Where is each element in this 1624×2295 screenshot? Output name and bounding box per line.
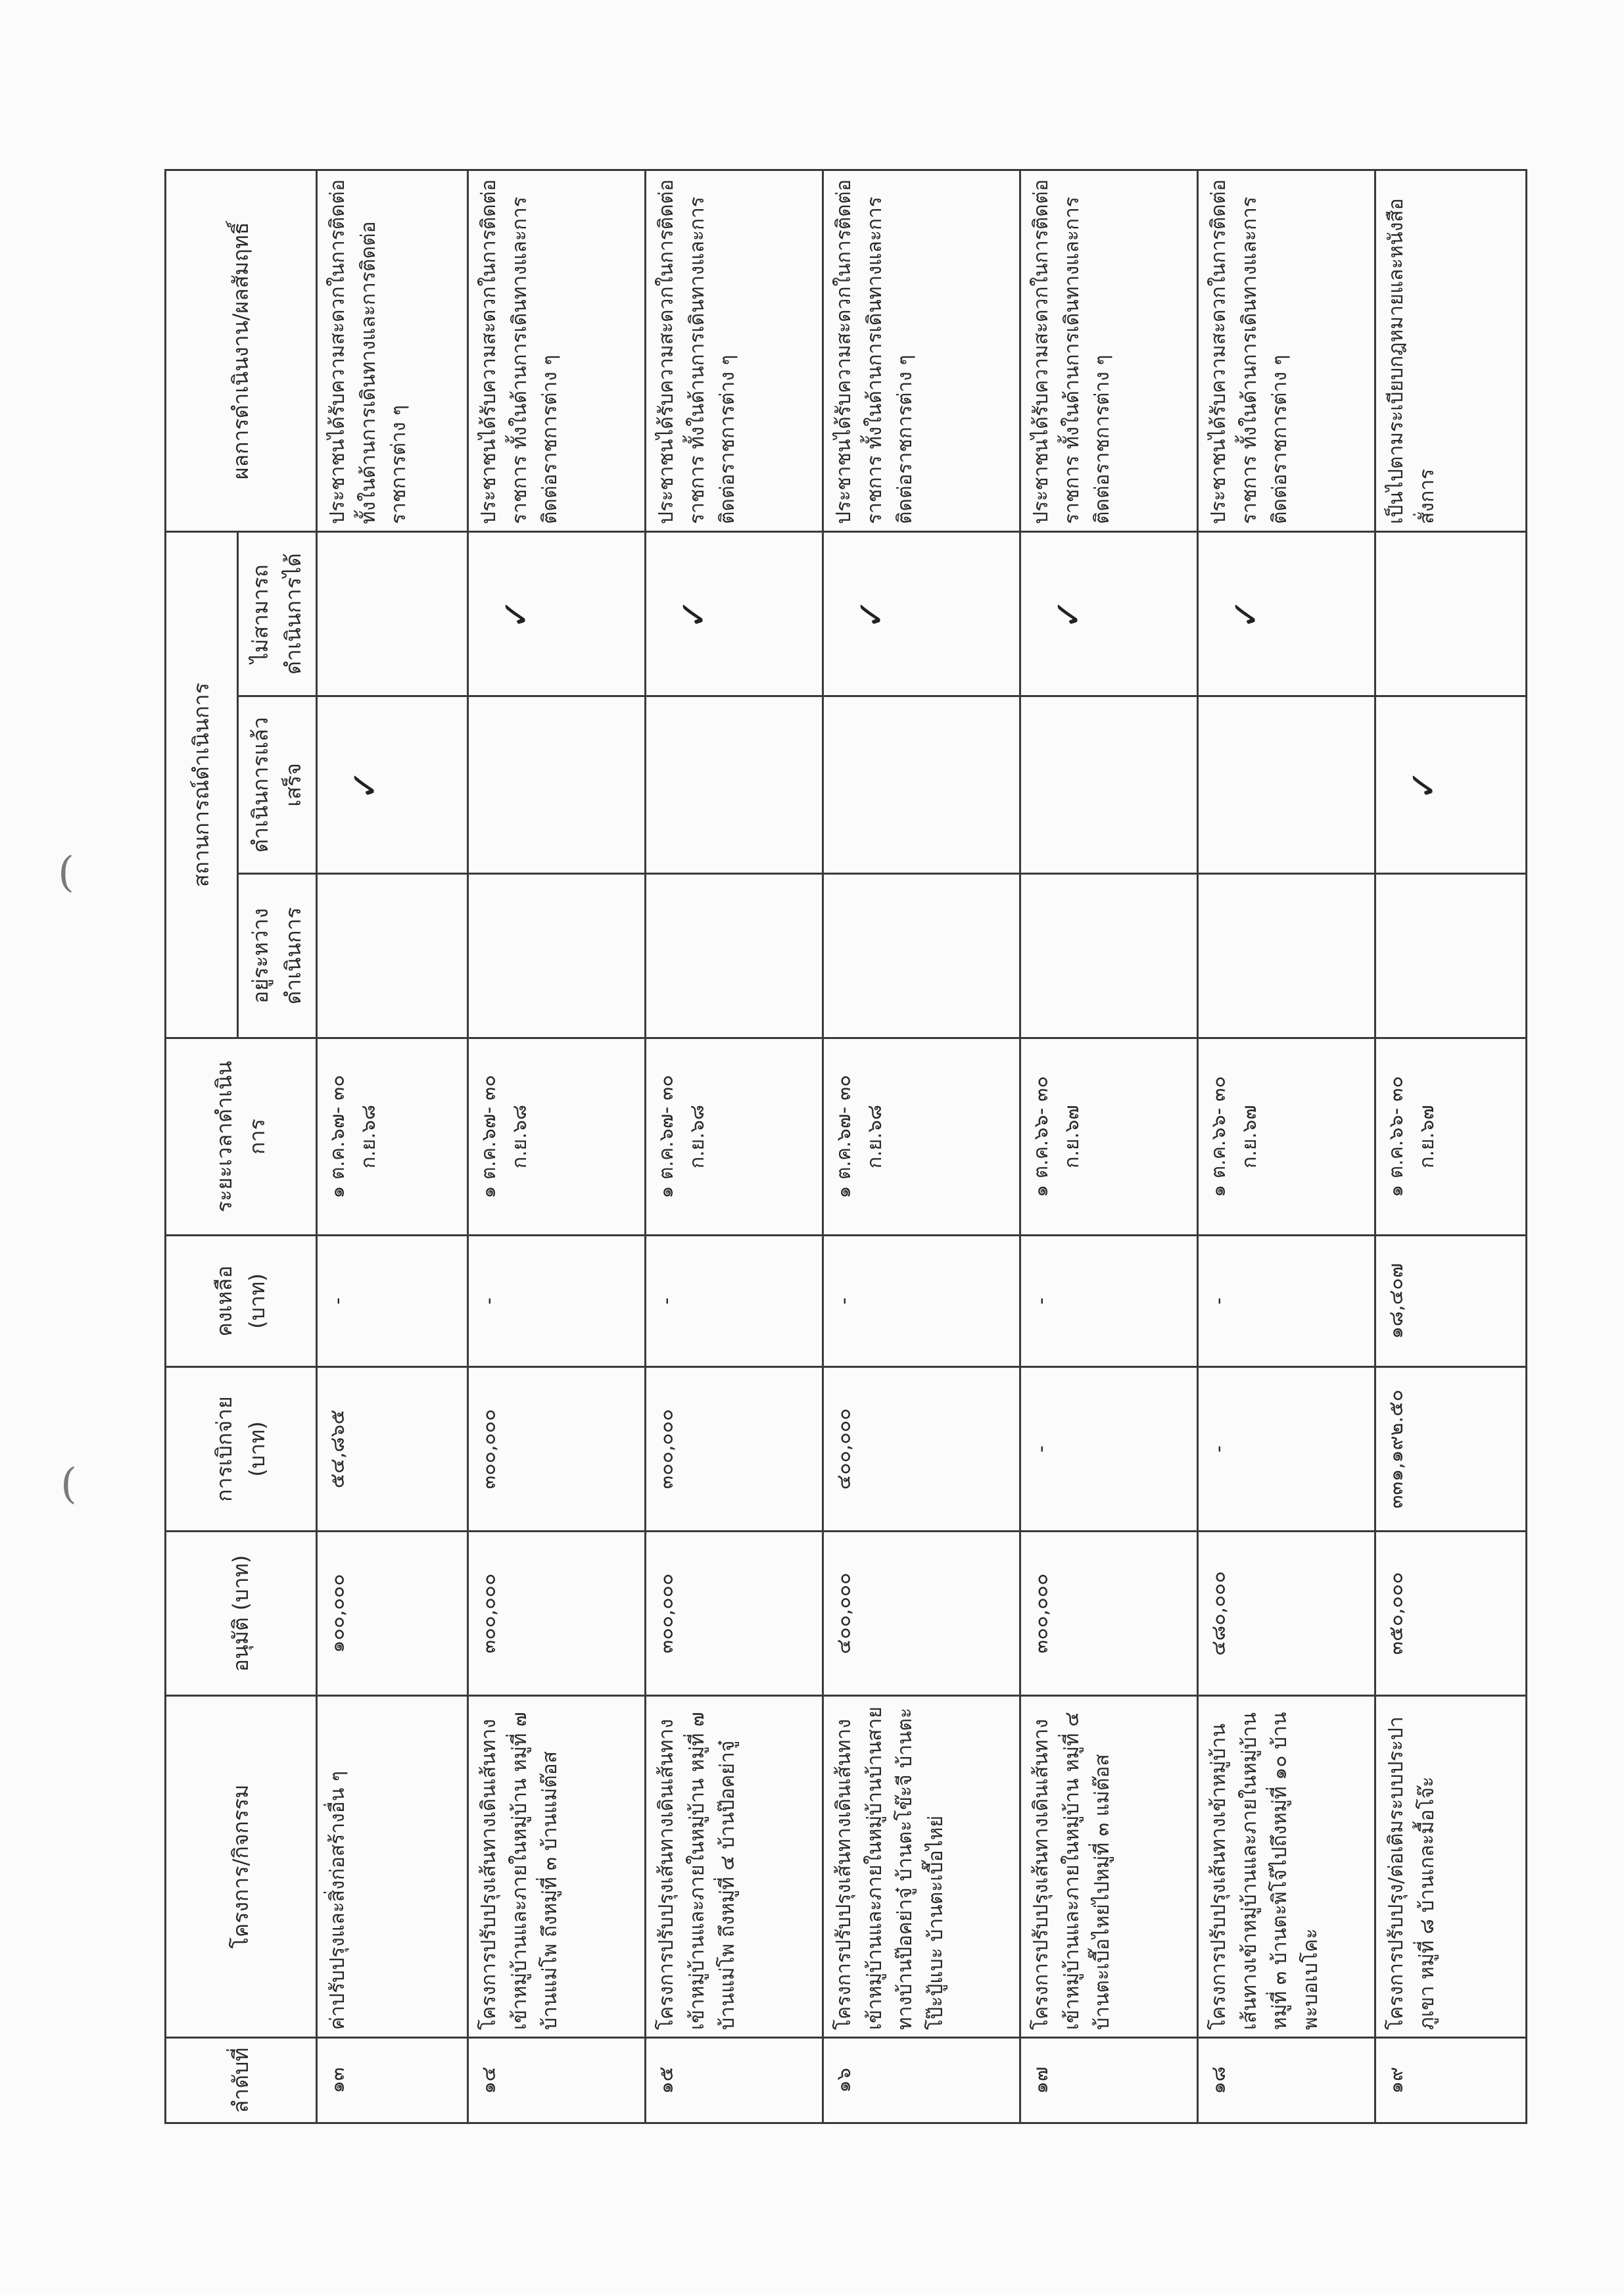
project-name: ค่าปรับปรุงและสิ่งก่อสร้างอื่น ๆ (317, 1696, 468, 2038)
header-project: โครงการ/กิจกรรม (166, 1696, 317, 2038)
project-name: โครงการปรับปรุงเส้นทางเข้าหมู่บ้านเส้นทางเข้าหมู่บ้านและภายในหมู่บ้าน หมู่ที่ ๓ บ้านตะพิโจ๊ไปถึงหมู่ที่ ๑๐ บ้านพะบอเบโคะ (1198, 1696, 1375, 2038)
row-number: ๑๓ (317, 2038, 468, 2123)
result-text: ประชาชนได้รับความสะดวกในการติดต่อราชการ ทั้งในด้านการเดินทางและการติดต่อราชการต่าง ๆ (1020, 170, 1198, 532)
approved-amount: ๔๘๐,๐๐๐ (1198, 1532, 1375, 1696)
status-cannot-cell (823, 532, 1020, 696)
table-row (468, 170, 646, 2123)
project-name: โครงการปรับปรุงเส้นทางเดินเส้นทางเข้าหมู่บ้านและภายในหมู่บ้าน หมู่ที่ ๗ บ้านแม่โพ ถึงหมู่ที่ ๔ บ้านป๊อคย่าจู๋ (646, 1696, 823, 2038)
check-mark-icon: ✓ (673, 598, 715, 629)
disbursed-amount: ๓๓๑,๑๙๒.๕๐ (1375, 1367, 1527, 1532)
result-text: ประชาชนได้รับความสะดวกในการติดต่อราชการ ทั้งในด้านการเดินทางและการติดต่อราชการต่าง ๆ (1198, 170, 1375, 532)
status-in-progress-cell (317, 874, 468, 1038)
period: ๑ ต.ค.๖๗- ๓๐ ก.ย.๖๘ (646, 1038, 823, 1236)
table-row (1020, 170, 1198, 2123)
header-status: สถานการณ์ดำเนินการ (166, 532, 238, 1038)
remaining-amount: - (646, 1236, 823, 1367)
table-row (823, 170, 1020, 2123)
status-cannot-cell (1198, 532, 1375, 696)
row-number: ๑๔ (468, 2038, 646, 2123)
check-mark-icon: ✓ (495, 598, 538, 629)
period: ๑ ต.ค.๖๗- ๓๐ ก.ย.๖๘ (823, 1038, 1020, 1236)
status-cannot-cell (1020, 532, 1198, 696)
status-done-cell (317, 696, 468, 874)
approved-amount: ๑๐๐,๐๐๐ (317, 1532, 468, 1696)
period: ๑ ต.ค.๖๗- ๓๐ ก.ย.๖๘ (317, 1038, 468, 1236)
check-mark-icon: ✓ (1402, 769, 1445, 800)
remaining-amount: - (1198, 1236, 1375, 1367)
approved-amount: ๓๕๐,๐๐๐ (1375, 1532, 1527, 1696)
header-done: ดำเนินการแล้วเสร็จ (238, 696, 317, 874)
result-text: ประชาชนได้รับความสะดวกในการติดต่อราชการ ทั้งในด้านการเดินทางและการติดต่อราชการต่าง ๆ (646, 170, 823, 532)
project-name: โครงการปรับปรุงเส้นทางเดินเส้นทางเข้าหมู่บ้านและภายในหมู่บ้าน หมู่ที่ ๔ บ้านตะเบื๊อไหย่ไปหมู่ที่ ๓ แม่ต๊อส (1020, 1696, 1198, 2038)
table-row (1198, 170, 1375, 2123)
header-approved: อนุมัติ (บาท) (166, 1532, 317, 1696)
result-text: ประชาชนได้รับความสะดวกในการติดต่อราชการ ทั้งในด้านการเดินทางและการติดต่อราชการต่าง ๆ (468, 170, 646, 532)
status-done-cell (468, 696, 646, 874)
project-status-table (164, 169, 1527, 2124)
row-number: ๑๘ (1198, 2038, 1375, 2123)
remaining-amount: - (823, 1236, 1020, 1367)
header-cannot: ไม่สามารถดำเนินการได้ (238, 532, 317, 696)
status-cannot-cell (317, 532, 468, 696)
period: ๑ ต.ค.๖๖- ๓๐ ก.ย.๖๗ (1020, 1038, 1198, 1236)
status-in-progress-cell (823, 874, 1020, 1038)
check-mark-icon: ✓ (1047, 598, 1090, 629)
header-period: ระยะเวลาดำเนินการ (166, 1038, 317, 1236)
status-in-progress-cell (1020, 874, 1198, 1038)
status-in-progress-cell (468, 874, 646, 1038)
approved-amount: ๔๐๐,๐๐๐ (823, 1532, 1020, 1696)
table-row (317, 170, 468, 2123)
status-cannot-cell (1375, 532, 1527, 696)
row-number: ๑๖ (823, 2038, 1020, 2123)
approved-amount: ๓๐๐,๐๐๐ (1020, 1532, 1198, 1696)
project-name: โครงการปรับปรุงเส้นทางเดินเส้นทางเข้าหมู่บ้านและภายในหมู่บ้าน หมู่ที่ ๗ บ้านแม่โพ ถึงหมู่ที่ ๓ บ้านแม่ต๊อส (468, 1696, 646, 2038)
status-done-cell (1375, 696, 1527, 874)
disbursed-amount: ๓๐๐,๐๐๐ (468, 1367, 646, 1532)
disbursed-amount: ๓๐๐,๐๐๐ (646, 1367, 823, 1532)
disbursed-amount: ๕๔,๘๖๕ (317, 1367, 468, 1532)
status-cannot-cell (468, 532, 646, 696)
punch-hole-mark-top: ( (58, 848, 74, 897)
table-row (1375, 170, 1527, 2123)
status-cannot-cell (646, 532, 823, 696)
row-number: ๑๗ (1020, 2038, 1198, 2123)
rotated-table-page (164, 171, 1445, 2124)
result-text: ประชาชนได้รับความสะดวกในการติดต่อทั้งในด้านการเดินทางและการติดต่อราชการต่าง ๆ (317, 170, 468, 532)
header-result: ผลการดำเนินงาน/ผลสัมฤทธิ์ (166, 170, 317, 532)
table-body (317, 170, 1527, 2123)
remaining-amount: - (1020, 1236, 1198, 1367)
status-done-cell (646, 696, 823, 874)
punch-hole-mark-bottom: ( (60, 1460, 77, 1509)
status-in-progress-cell (1375, 874, 1527, 1038)
period: ๑ ต.ค.๖๗- ๓๐ ก.ย.๖๘ (468, 1038, 646, 1236)
remaining-amount: - (317, 1236, 468, 1367)
approved-amount: ๓๐๐,๐๐๐ (646, 1532, 823, 1696)
check-mark-icon: ✓ (1225, 598, 1268, 629)
project-name: โครงการปรับปรุง/ต่อเติมระบบประปาภูเขา หมู่ที่ ๘ บ้านเกละมื้อโจ๊ะ (1375, 1696, 1527, 2038)
disbursed-amount: - (1198, 1367, 1375, 1532)
period: ๑ ต.ค.๖๖- ๓๐ ก.ย.๖๗ (1375, 1038, 1527, 1236)
check-mark-icon: ✓ (344, 769, 387, 800)
result-text: ประชาชนได้รับความสะดวกในการติดต่อราชการ ทั้งในด้านการเดินทางและการติดต่อราชการต่าง ๆ (823, 170, 1020, 532)
header-remaining: คงเหลือ (บาท) (166, 1236, 317, 1367)
disbursed-amount: ๔๐๐,๐๐๐ (823, 1367, 1020, 1532)
result-text: เป็นไปตามระเบียบกฎหมายและหนังสือสั่งการ (1375, 170, 1527, 532)
remaining-amount: - (468, 1236, 646, 1367)
header-in-progress: อยู่ระหว่างดำเนินการ (238, 874, 317, 1038)
row-number: ๑๙ (1375, 2038, 1527, 2123)
header-no: ลำดับที่ (166, 2038, 317, 2123)
disbursed-amount: - (1020, 1367, 1198, 1532)
header-disbursed: การเบิกจ่าย (บาท) (166, 1367, 317, 1532)
status-done-cell (823, 696, 1020, 874)
check-mark-icon: ✓ (850, 598, 893, 629)
status-in-progress-cell (1198, 874, 1375, 1038)
approved-amount: ๓๐๐,๐๐๐ (468, 1532, 646, 1696)
project-name: โครงการปรับปรุงเส้นทางเดินเส้นทางเข้าหมู่บ้านและภายในหมู่บ้านบ้านสายทางบ้านป๊อคย่าจู๋ บ้านตะโข๊ะจี บ้านตะโป๊ะปู้แบะ บ้านตะเบื๊อไหย่ (823, 1696, 1020, 2038)
status-done-cell (1020, 696, 1198, 874)
period: ๑ ต.ค.๖๖- ๓๐ ก.ย.๖๗ (1198, 1038, 1375, 1236)
row-number: ๑๕ (646, 2038, 823, 2123)
remaining-amount: ๑๘,๔๐๗ (1375, 1236, 1527, 1367)
status-done-cell (1198, 696, 1375, 874)
table-row (646, 170, 823, 2123)
status-in-progress-cell (646, 874, 823, 1038)
